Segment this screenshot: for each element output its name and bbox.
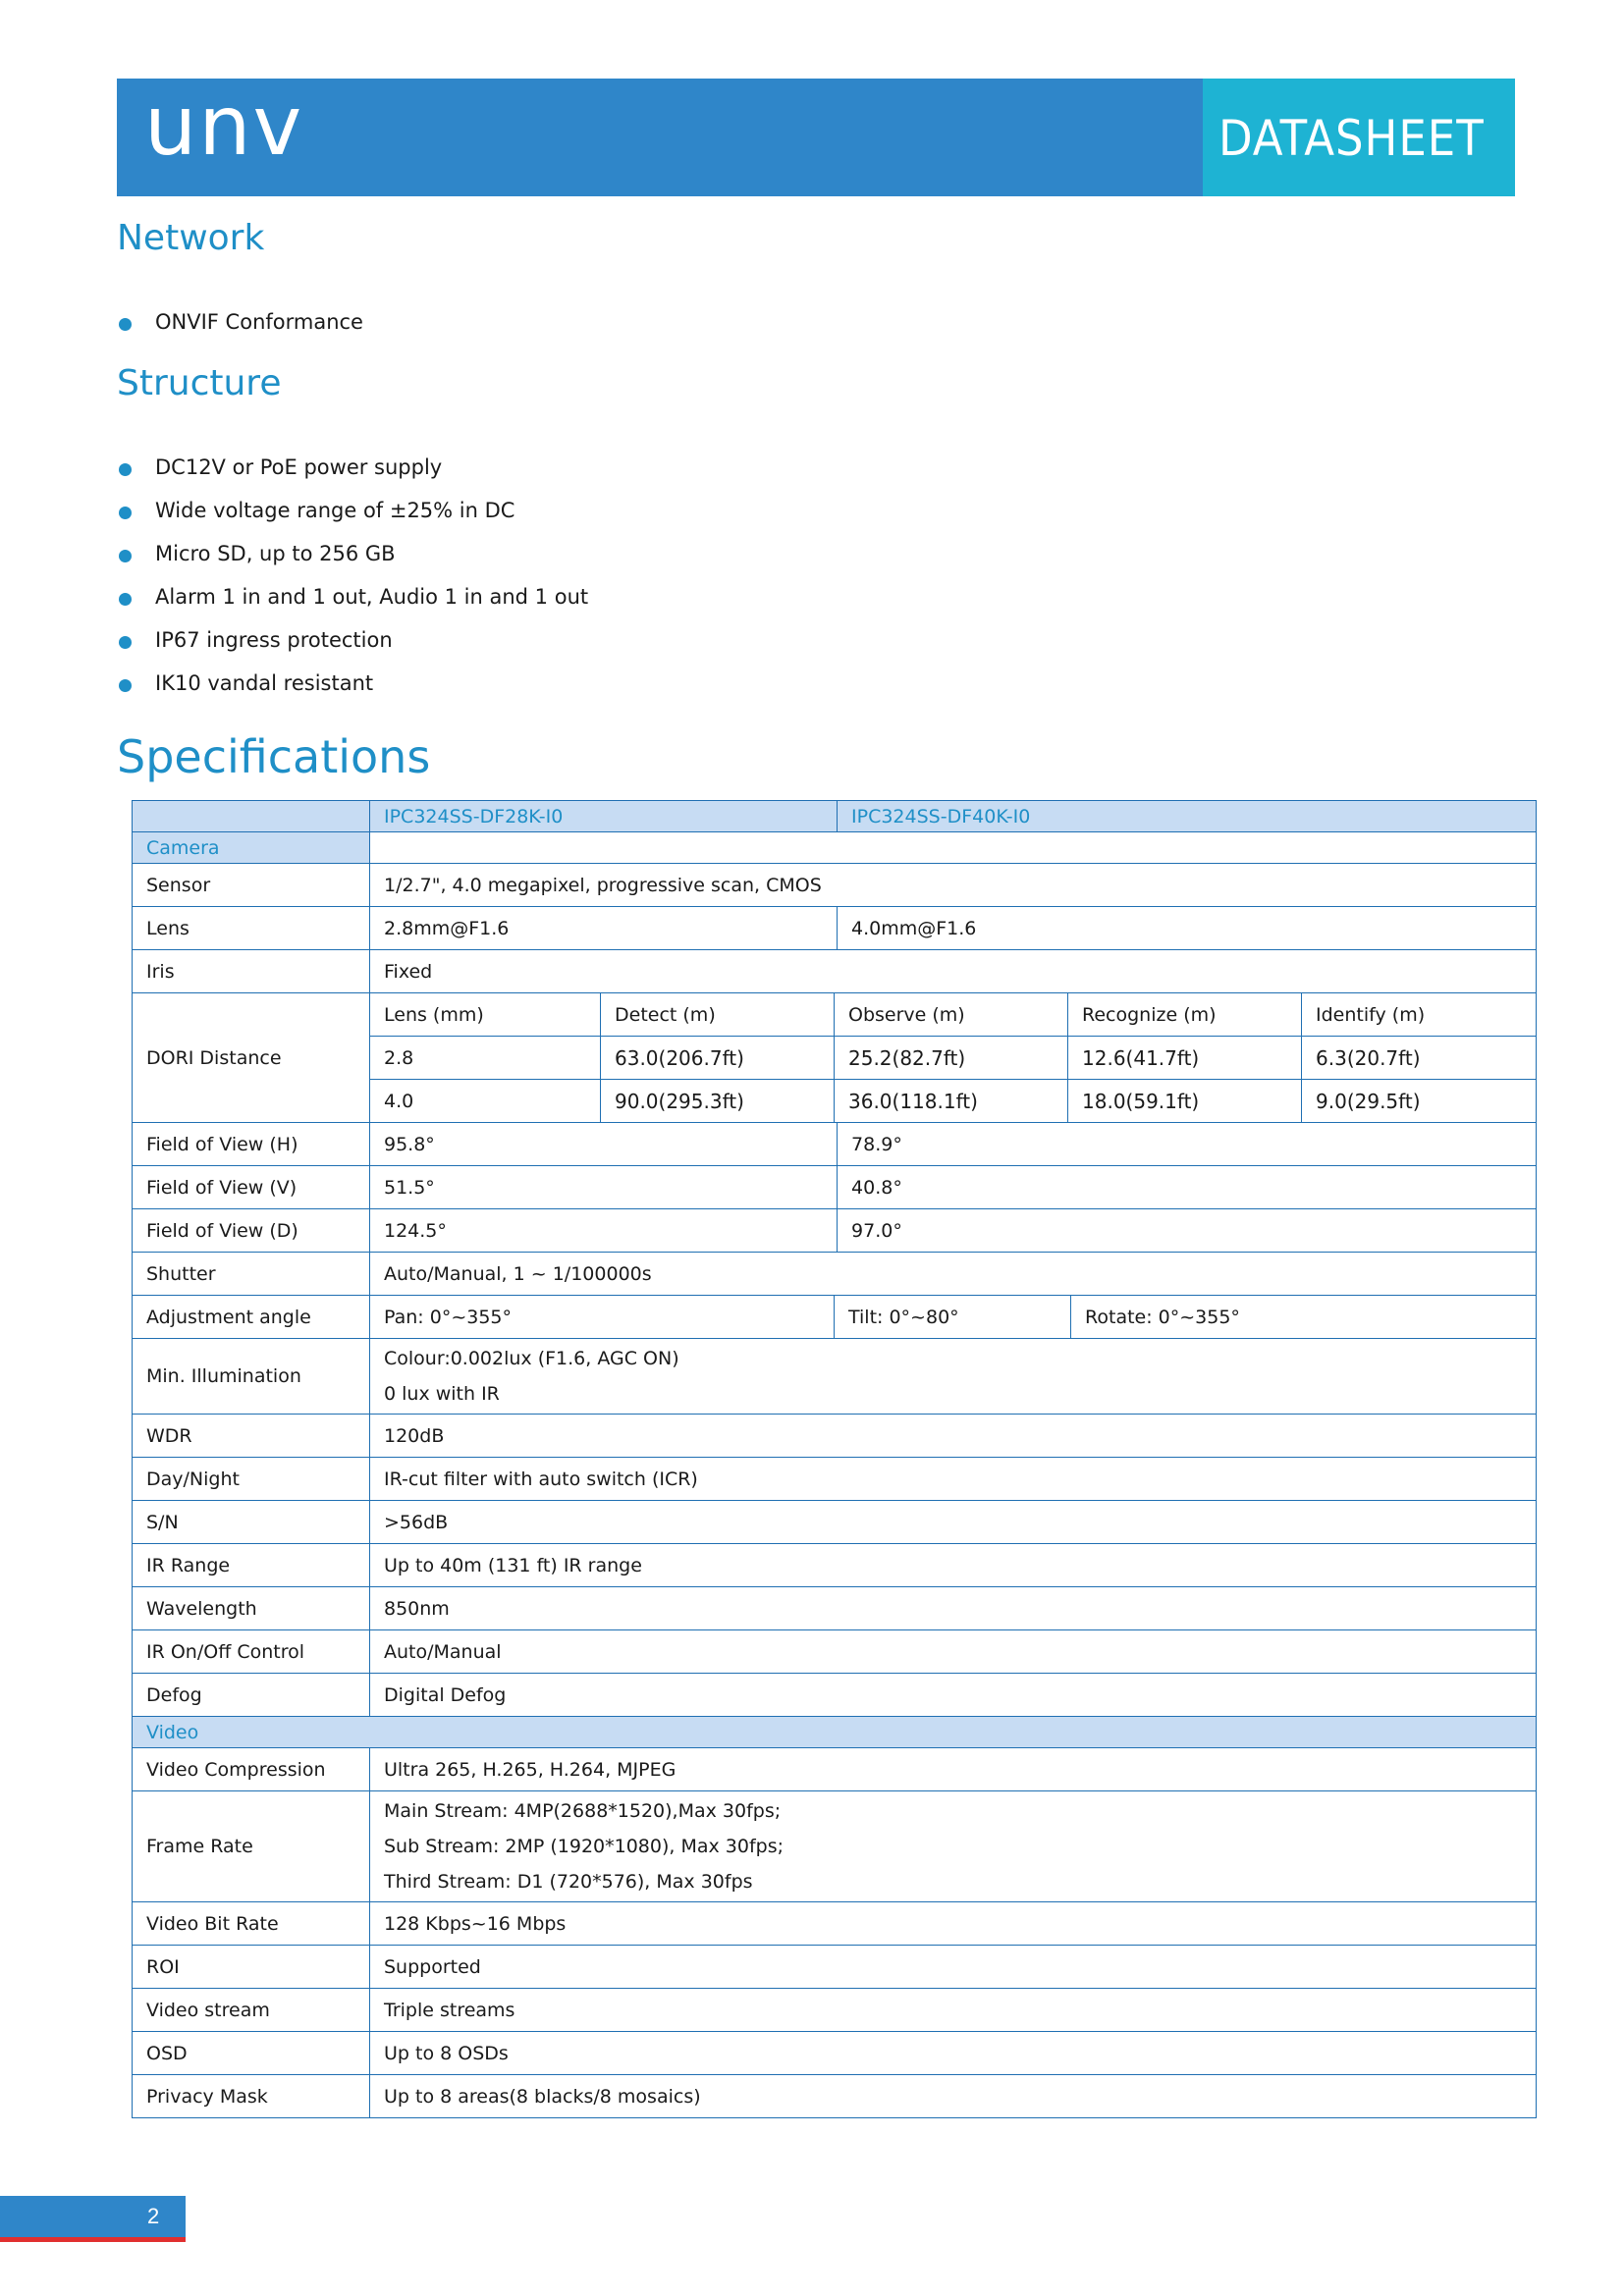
page-number: 2	[147, 2204, 160, 2228]
specifications-table	[132, 800, 1537, 2118]
bullet-icon	[119, 636, 132, 649]
table-row: Lens 2.8mm@F1.6 4.0mm@F1.6	[133, 907, 1537, 950]
bullet-icon	[119, 463, 132, 476]
table-row: Iris Fixed	[133, 950, 1537, 993]
table-row: Wavelength 850nm	[133, 1587, 1537, 1630]
table-row: Field of View (H) 95.8° 78.9°	[133, 1123, 1537, 1166]
datasheet-label: DATASHEET	[1218, 110, 1485, 167]
table-row: OSD Up to 8 OSDs	[133, 2032, 1537, 2075]
table-row: Min. Illumination Colour:0.002lux (F1.6, AGC ON) 0 lux with IR	[133, 1339, 1537, 1415]
section-camera: Camera	[133, 832, 370, 864]
model-header-28: IPC324SS-DF28K-I0	[370, 801, 838, 832]
specifications-heading: Specifications	[117, 730, 431, 783]
table-row: Sensor 1/2.7", 4.0 megapixel, progressive scan, CMOS	[133, 864, 1537, 907]
bullet-icon	[119, 318, 132, 331]
table-row: Frame Rate Main Stream: 4MP(2688*1520),Max 30fps; Sub Stream: 2MP (1920*1080), Max 30fps; Third Stream: D1 (720*576), Max 30fps	[133, 1791, 1537, 1902]
table-row: Shutter Auto/Manual, 1 ~ 1/100000s	[133, 1253, 1537, 1296]
table-row	[133, 801, 1537, 832]
table-row: Field of View (V) 51.5° 40.8°	[133, 1166, 1537, 1209]
model-header-empty	[133, 801, 370, 832]
bullet-icon	[119, 593, 132, 606]
table-row	[133, 832, 1537, 864]
table-row: DORI Distance Lens (mm) Detect (m) Observe (m) Recognize (m) Identify (m)	[133, 993, 1537, 1037]
table-row: 4.0 90.0(295.3ft) 36.0(118.1ft) 18.0(59.1ft) 9.0(29.5ft)	[133, 1080, 1537, 1123]
table-row: Day/Night IR-cut filter with auto switch (ICR)	[133, 1458, 1537, 1501]
table-row: 2.8 63.0(206.7ft) 25.2(82.7ft) 12.6(41.7ft) 6.3(20.7ft)	[133, 1037, 1537, 1080]
table-row: Video stream Triple streams	[133, 1989, 1537, 2032]
footer-accent-bar	[0, 2237, 186, 2242]
page-number-badge	[0, 2196, 186, 2237]
table-row: Adjustment angle Pan: 0°~355° Tilt: 0°~80° Rotate: 0°~355°	[133, 1296, 1537, 1339]
list-item: Alarm 1 in and 1 out, Audio 1 in and 1 out	[117, 575, 588, 618]
list-item: IK10 vandal resistant	[117, 662, 588, 705]
table-row: Field of View (D) 124.5° 97.0°	[133, 1209, 1537, 1253]
datasheet-banner	[1203, 79, 1515, 196]
table-row: WDR 120dB	[133, 1415, 1537, 1458]
table-row: IR Range Up to 40m (131 ft) IR range	[133, 1544, 1537, 1587]
table-row: IR On/Off Control Auto/Manual	[133, 1630, 1537, 1674]
bullet-icon	[119, 550, 132, 562]
list-item: DC12V or PoE power supply	[117, 446, 588, 489]
bullet-icon	[119, 679, 132, 692]
network-heading: Network	[117, 218, 265, 258]
structure-list	[117, 446, 588, 705]
list-item: IP67 ingress protection	[117, 618, 588, 662]
section-video: Video	[133, 1717, 1537, 1748]
table-row: Privacy Mask Up to 8 areas(8 blacks/8 mosaics)	[133, 2075, 1537, 2118]
list-item: ONVIF Conformance	[117, 300, 363, 344]
table-row: S/N >56dB	[133, 1501, 1537, 1544]
structure-heading: Structure	[117, 363, 282, 403]
bullet-icon	[119, 507, 132, 519]
table-row: ROI Supported	[133, 1946, 1537, 1989]
list-item: Wide voltage range of ±25% in DC	[117, 489, 588, 532]
unv-logo: unv	[144, 78, 304, 174]
page-header	[117, 79, 1515, 196]
list-item: Micro SD, up to 256 GB	[117, 532, 588, 575]
table-row: Defog Digital Defog	[133, 1674, 1537, 1717]
table-row	[133, 1717, 1537, 1748]
table-row: Video Compression Ultra 265, H.265, H.264, MJPEG	[133, 1748, 1537, 1791]
table-row: Video Bit Rate 128 Kbps~16 Mbps	[133, 1902, 1537, 1946]
model-header-40: IPC324SS-DF40K-I0	[838, 801, 1537, 832]
network-list	[117, 300, 363, 344]
